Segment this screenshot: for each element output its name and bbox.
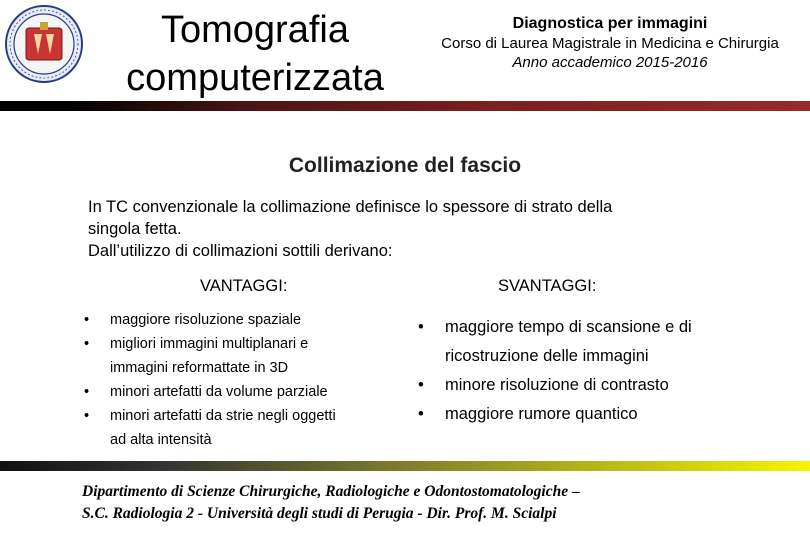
- course-info: [410, 14, 810, 72]
- section-title: Collimazione del fascio: [288, 154, 522, 177]
- bullet-icon: •: [418, 376, 424, 394]
- intro-line: Dall’utilizzo di collimazioni sottili derivano:: [88, 242, 393, 260]
- top-divider-bar: [0, 101, 810, 111]
- list-item-text-cont: ad alta intensità: [110, 432, 212, 448]
- list-item-text-cont: immagini reformattate in 3D: [110, 360, 289, 376]
- svantaggi-heading: SVANTAGGI:: [498, 277, 597, 295]
- list-item-text: maggiore risoluzione spaziale: [110, 312, 302, 328]
- footer-institution: S.C. Radiologia 2 - Università degli studi di Perugia - Dir. Prof. M. Scialpi: [82, 505, 557, 522]
- vantaggi-heading: VANTAGGI:: [200, 277, 288, 295]
- list-item-text: maggiore rumore quantico: [445, 405, 638, 423]
- intro-line: In TC convenzionale la collimazione definisce lo spessore di strato della: [88, 198, 613, 216]
- intro-paragraph: [88, 196, 688, 262]
- footer: [82, 481, 802, 525]
- bullet-icon: •: [84, 312, 90, 328]
- list-item: [84, 332, 384, 380]
- list-item: [84, 308, 384, 332]
- title-line-2: computerizzata: [126, 57, 384, 99]
- vantaggi-list: [84, 308, 384, 452]
- intro-line: singola fetta.: [88, 220, 182, 238]
- bullet-icon: •: [418, 318, 424, 336]
- svantaggi-list: [418, 313, 748, 429]
- list-item: [418, 400, 748, 429]
- course-label: Corso di Laurea Magistrale in Medicina e Chirurgia: [441, 35, 779, 52]
- subject-label: Diagnostica per immagini: [512, 15, 708, 32]
- list-item-text-cont: ricostruzione delle immagini: [445, 347, 649, 365]
- bullet-icon: •: [84, 384, 90, 400]
- list-item-text: minore risoluzione di contrasto: [445, 376, 669, 394]
- list-item: [418, 313, 748, 371]
- bottom-divider-bar: [0, 461, 810, 471]
- list-item-text: minori artefatti da volume parziale: [110, 384, 328, 400]
- university-seal-icon: [4, 4, 84, 84]
- academic-year-label: Anno accademico 2015-2016: [512, 54, 708, 71]
- list-item-text: minori artefatti da strie negli oggetti: [110, 408, 336, 424]
- footer-department: Dipartimento di Scienze Chirurgiche, Radiologiche e Odontostomatologiche –: [82, 483, 580, 500]
- list-item-text: maggiore tempo di scansione e di: [445, 318, 692, 336]
- list-item: [84, 404, 384, 452]
- list-item: [84, 380, 384, 404]
- list-item: [418, 371, 748, 400]
- bullet-icon: •: [418, 405, 424, 423]
- title-line-1: Tomografia: [161, 9, 349, 51]
- slide-title: [100, 6, 410, 102]
- bullet-icon: •: [84, 336, 90, 352]
- list-item-text: migliori immagini multiplanari e: [110, 336, 309, 352]
- bullet-icon: •: [84, 408, 90, 424]
